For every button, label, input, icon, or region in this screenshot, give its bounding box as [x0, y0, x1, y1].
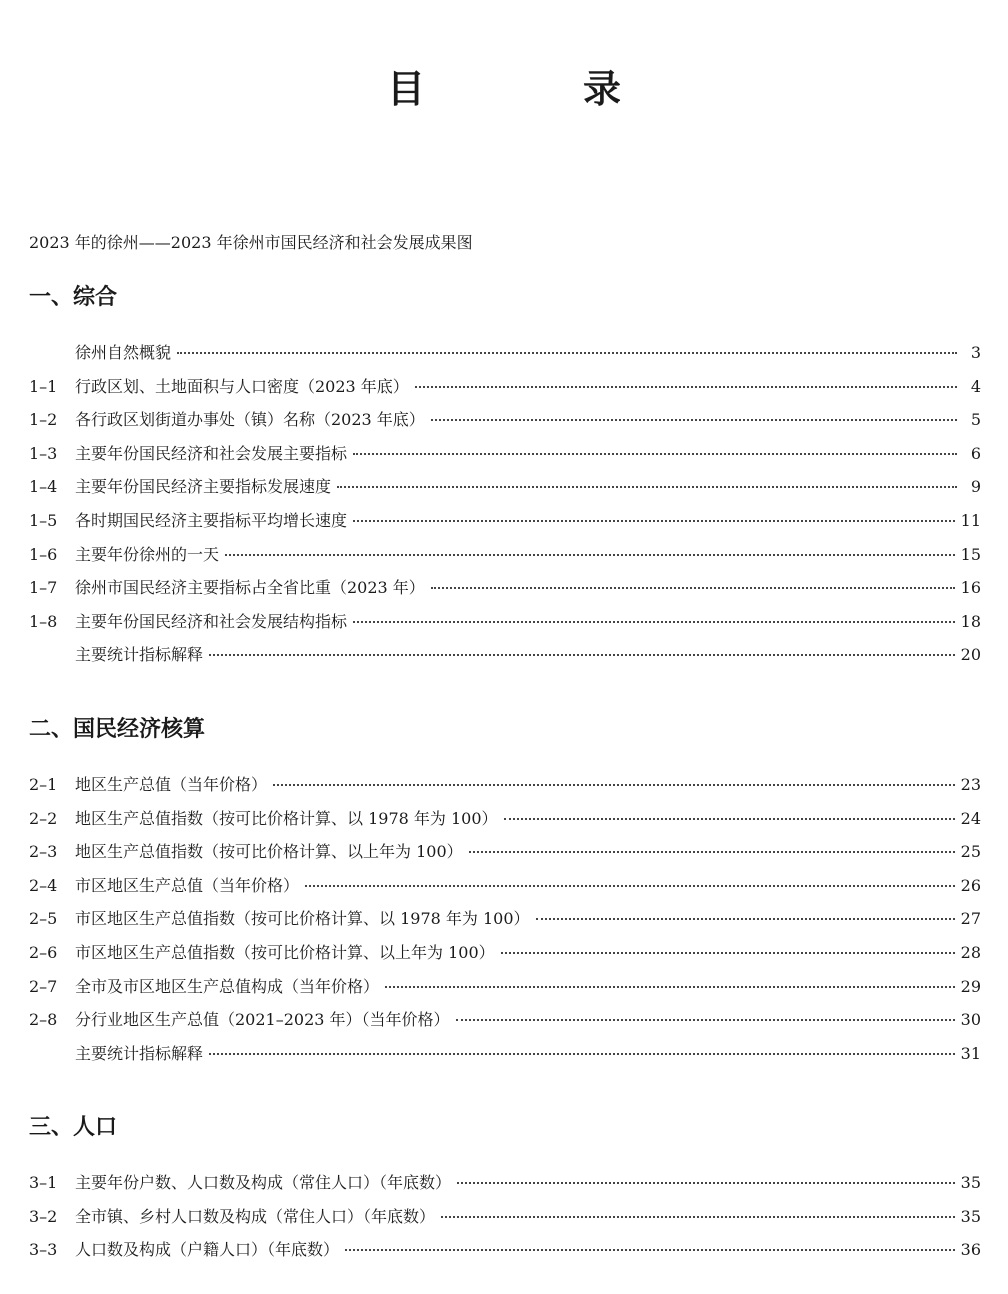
toc-entry-page: 26 [960, 875, 981, 895]
dot-leader [415, 385, 957, 388]
dot-leader [385, 985, 955, 988]
toc-entry-number: 1–1 [29, 376, 58, 396]
toc-entry-page: 9 [970, 477, 981, 497]
toc-entry-label: 各行政区划街道办事处（镇）名称（2023 年底） [75, 410, 425, 430]
dot-leader [504, 817, 955, 820]
toc-entry-label: 徐州市国民经济主要指标占全省比重（2023 年） [75, 578, 425, 598]
toc-entry[interactable] [29, 1237, 981, 1261]
toc-entry-label: 全市镇、乡村人口数及构成（常住人口）（年底数） [75, 1206, 436, 1226]
toc-entry-number: 2–1 [29, 775, 58, 794]
toc-entry-page: 30 [960, 1010, 981, 1030]
toc-entry-page: 6 [970, 443, 981, 463]
toc-entry-page: 35 [960, 1173, 981, 1192]
toc-entry-number: 2–6 [29, 943, 58, 962]
toc-entry-number: 2–5 [29, 909, 58, 929]
toc-entry-page: 24 [960, 808, 981, 828]
toc-entry-page: 18 [960, 611, 981, 631]
toc-entry[interactable] [29, 407, 981, 431]
toc-entry-label: 市区地区生产总值指数（按可比价格计算、以上年为 100） [75, 943, 495, 962]
toc-entry-page: 23 [960, 775, 981, 794]
toc-entry-label: 主要年份国民经济主要指标发展速度 [75, 477, 332, 497]
toc-entry[interactable] [29, 906, 981, 930]
toc-entry-page: 28 [960, 943, 981, 962]
toc-entry-page: 31 [960, 1043, 981, 1063]
dot-leader [353, 519, 955, 522]
toc-entry[interactable] [29, 806, 981, 830]
dot-leader [457, 1181, 955, 1184]
dot-leader [337, 485, 957, 488]
toc-entry[interactable] [29, 374, 981, 398]
toc-entry-label: 主要年份国民经济和社会发展结构指标 [75, 611, 348, 631]
toc-entry-page: 5 [970, 410, 981, 430]
toc-entry-number: 1–2 [29, 410, 58, 430]
dot-leader [501, 951, 955, 954]
toc-entry-number: 2–4 [29, 875, 58, 895]
toc-entry-page: 29 [960, 976, 981, 996]
dot-leader [353, 620, 955, 623]
dot-leader [273, 783, 955, 786]
toc-entry[interactable] [29, 609, 981, 633]
dot-leader [536, 917, 955, 920]
dot-leader [469, 850, 955, 853]
toc-entry-page: 4 [970, 376, 981, 396]
toc-entry-number: 3–2 [29, 1206, 58, 1226]
toc-entry-label: 主要年份国民经济和社会发展主要指标 [75, 443, 348, 463]
toc-entry-label: 主要统计指标解释 [75, 1043, 204, 1063]
toc-entry-page: 15 [960, 544, 981, 564]
toc-entry-number: 1–3 [29, 443, 58, 463]
dot-leader [209, 1052, 955, 1055]
toc-entry-number: 3–3 [29, 1240, 58, 1260]
dot-leader [456, 1018, 955, 1021]
toc-entry-label: 行政区划、土地面积与人口密度（2023 年底） [75, 376, 409, 396]
toc-entry-number: 3–1 [29, 1173, 58, 1192]
toc-entry-number: 2–7 [29, 976, 58, 996]
intro-line[interactable]: 2023 年的徐州——2023 年徐州市国民经济和社会发展成果图 [29, 233, 473, 252]
toc-entry-label: 主要统计指标解释 [75, 645, 204, 665]
toc-entry-label: 地区生产总值指数（按可比价格计算、以 1978 年为 100） [75, 808, 498, 828]
toc-entry-label: 徐州自然概貌 [75, 343, 172, 362]
toc-entry-label: 全市及市区地区生产总值构成（当年价格） [75, 976, 380, 996]
dot-leader [225, 553, 955, 556]
toc-entry[interactable] [29, 575, 981, 599]
toc-entry-number: 1–5 [29, 511, 58, 530]
toc-entry-number: 1–6 [29, 544, 58, 564]
toc-entry-page: 25 [960, 842, 981, 862]
toc-entry[interactable] [29, 340, 981, 364]
toc-entry-page: 3 [970, 343, 981, 362]
toc-entry[interactable] [29, 474, 981, 498]
dot-leader [431, 418, 957, 421]
dot-leader [177, 351, 957, 354]
toc-entry-number: 1–4 [29, 477, 58, 497]
toc-entry-page: 11 [960, 511, 981, 530]
toc-entry[interactable] [29, 441, 981, 465]
toc-entry[interactable] [29, 873, 981, 897]
toc-entry-label: 分行业地区生产总值（2021–2023 年）（当年价格） [75, 1010, 450, 1030]
toc-entry-label: 主要年份户数、人口数及构成（常住人口）（年底数） [75, 1173, 452, 1192]
page-title: 目 录 [386, 67, 681, 111]
toc-entry-label: 主要年份徐州的一天 [75, 544, 220, 564]
dot-leader [305, 884, 955, 887]
toc-entry[interactable] [29, 1007, 981, 1031]
toc-entry[interactable] [29, 508, 981, 532]
toc-entry-number: 2–3 [29, 842, 58, 862]
toc-entry[interactable] [29, 1041, 981, 1065]
toc-entry-page: 36 [960, 1240, 981, 1260]
toc-entry[interactable] [29, 772, 981, 796]
toc-entry-page: 20 [960, 645, 981, 665]
dot-leader [353, 452, 957, 455]
section-heading-2: 二、国民经济核算 [29, 717, 206, 742]
toc-entry-number: 2–8 [29, 1010, 58, 1030]
toc-entry[interactable] [29, 839, 981, 863]
toc-entry-label: 市区地区生产总值（当年价格） [75, 875, 300, 895]
toc-entry[interactable] [29, 1170, 981, 1194]
toc-entry-label: 人口数及构成（户籍人口）（年底数） [75, 1240, 340, 1260]
toc-entry-label: 市区地区生产总值指数（按可比价格计算、以 1978 年为 100） [75, 909, 530, 929]
dot-leader [209, 653, 955, 656]
toc-entry-label: 各时期国民经济主要指标平均增长速度 [75, 511, 348, 530]
section-heading-3: 三、人口 [29, 1115, 118, 1140]
toc-entry-label: 地区生产总值指数（按可比价格计算、以上年为 100） [75, 842, 463, 862]
toc-entry-number: 1–7 [29, 578, 58, 598]
section-heading-1: 一、综合 [29, 285, 118, 310]
toc-entry-number: 1–8 [29, 611, 58, 631]
toc-entry[interactable] [29, 940, 981, 964]
dot-leader [441, 1215, 955, 1218]
toc-entry[interactable] [29, 642, 981, 666]
dot-leader [345, 1248, 955, 1251]
toc-entry-page: 27 [960, 909, 981, 929]
toc-entry-number: 2–2 [29, 808, 58, 828]
toc-entry[interactable] [29, 542, 981, 566]
toc-entry-page: 16 [960, 578, 981, 598]
toc-entry[interactable] [29, 974, 981, 998]
dot-leader [431, 586, 955, 589]
toc-entry-page: 35 [960, 1206, 981, 1226]
toc-entry[interactable] [29, 1204, 981, 1228]
toc-entry-label: 地区生产总值（当年价格） [75, 775, 268, 794]
